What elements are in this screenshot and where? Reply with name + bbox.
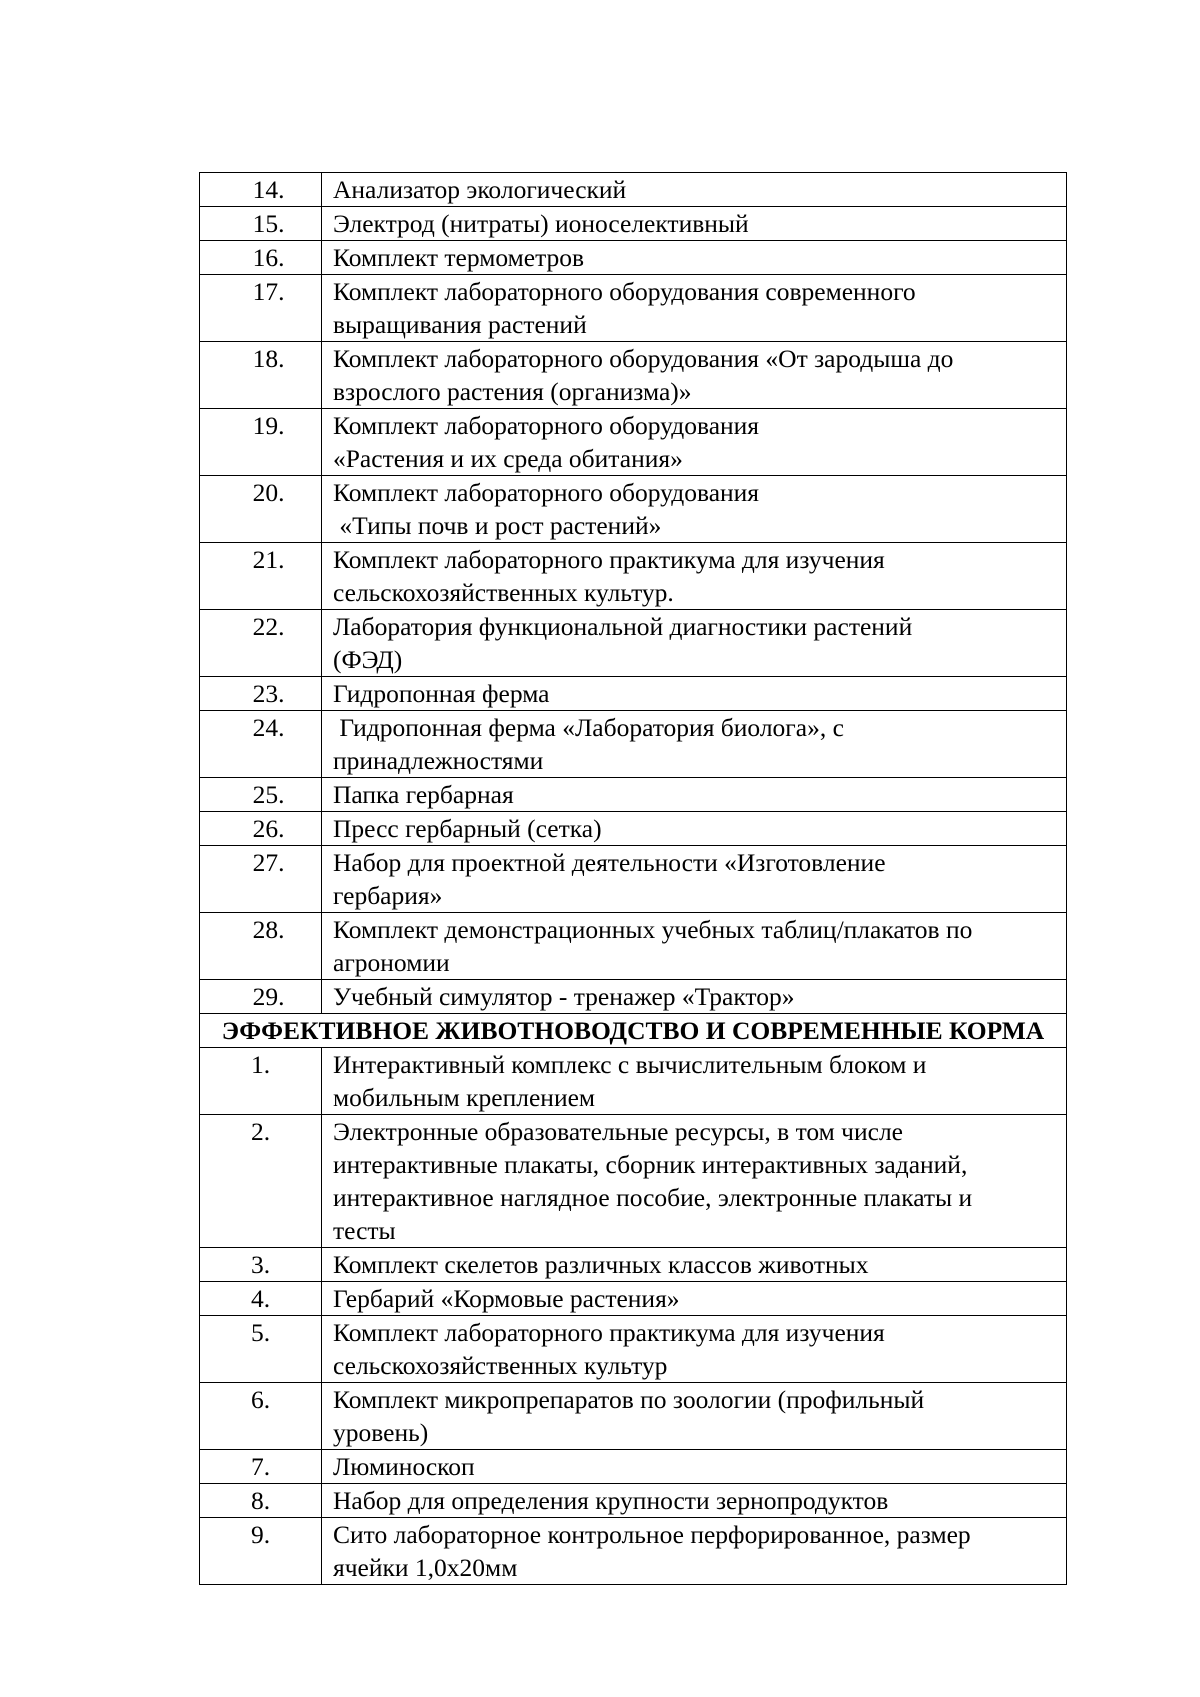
- item-description: Учебный симулятор - тренажер «Трактор»: [322, 980, 1067, 1014]
- item-number-cell: [200, 677, 322, 711]
- item-number-cell: [200, 846, 322, 913]
- item-description: Комплект лабораторного оборудования «От зародыша до взрослого растения (организма)»: [322, 342, 1067, 409]
- item-number-cell: [200, 241, 322, 275]
- table-row: [200, 1248, 1067, 1282]
- item-description: Комплект микропрепаратов по зоологии (профильный уровень): [322, 1383, 1067, 1450]
- item-description: Электрод (нитраты) ионоселективный: [322, 207, 1067, 241]
- item-number: 25.: [252, 780, 285, 809]
- item-number-cell: [200, 1484, 322, 1518]
- item-number: 17.: [252, 277, 285, 306]
- item-number: 16.: [252, 243, 285, 272]
- item-number: 23.: [252, 679, 285, 708]
- item-description: Гербарий «Кормовые растения»: [322, 1282, 1067, 1316]
- item-description: Комплект скелетов различных классов животных: [322, 1248, 1067, 1282]
- item-number: 18.: [252, 344, 285, 373]
- item-description: Папка гербарная: [322, 778, 1067, 812]
- item-number: 6.: [250, 1385, 271, 1414]
- item-number-cell: [200, 476, 322, 543]
- item-number: 26.: [252, 814, 285, 843]
- item-number-cell: [200, 778, 322, 812]
- item-description: Электронные образовательные ресурсы, в том числе интерактивные плакаты, сборник интерактивных заданий, интерактивное наглядное пособие, электронные плакаты и тесты: [322, 1115, 1067, 1248]
- equipment-table: [199, 172, 1067, 1585]
- item-number-cell: [200, 711, 322, 778]
- item-number-cell: [200, 1115, 322, 1248]
- item-number-cell: [200, 543, 322, 610]
- item-number-cell: [200, 1518, 322, 1585]
- item-number: 7.: [250, 1452, 271, 1481]
- item-number-cell: [200, 1450, 322, 1484]
- item-number-cell: [200, 342, 322, 409]
- table-row: [200, 1518, 1067, 1585]
- table-row: [200, 342, 1067, 409]
- item-number-cell: [200, 1282, 322, 1316]
- item-number-cell: [200, 812, 322, 846]
- table-row: [200, 1383, 1067, 1450]
- item-number-cell: [200, 913, 322, 980]
- item-description: Набор для проектной деятельности «Изготовление гербария»: [322, 846, 1067, 913]
- item-description: Комплект лабораторного оборудования «Растения и их среда обитания»: [322, 409, 1067, 476]
- item-number: 8.: [250, 1486, 271, 1515]
- item-description: Комплект лабораторного оборудования «Типы почв и рост растений»: [322, 476, 1067, 543]
- table-row: [200, 846, 1067, 913]
- item-number: 21.: [252, 545, 285, 574]
- table-row: [200, 980, 1067, 1014]
- table-row: [200, 173, 1067, 207]
- table-row: [200, 1048, 1067, 1115]
- item-number: 29.: [252, 982, 285, 1011]
- item-description: Анализатор экологический: [322, 173, 1067, 207]
- table-row: [200, 241, 1067, 275]
- item-number: 3.: [250, 1250, 271, 1279]
- item-description: Гидропонная ферма: [322, 677, 1067, 711]
- item-description: Набор для определения крупности зернопродуктов: [322, 1484, 1067, 1518]
- item-number: 9.: [250, 1520, 271, 1549]
- item-number: 5.: [250, 1318, 271, 1347]
- item-description: Комплект лабораторного практикума для изучения сельскохозяйственных культур: [322, 1316, 1067, 1383]
- item-number-cell: [200, 1248, 322, 1282]
- item-number-cell: [200, 610, 322, 677]
- item-description: Комплект термометров: [322, 241, 1067, 275]
- table-row: [200, 476, 1067, 543]
- table-row: [200, 711, 1067, 778]
- item-description: Комплект лабораторного практикума для изучения сельскохозяйственных культур.: [322, 543, 1067, 610]
- item-number-cell: [200, 980, 322, 1014]
- item-number: 19.: [252, 411, 285, 440]
- table-row: [200, 1115, 1067, 1248]
- table-row: [200, 1484, 1067, 1518]
- item-number-cell: [200, 409, 322, 476]
- table-row: [200, 543, 1067, 610]
- section-heading-row: [200, 1014, 1067, 1048]
- table-row: [200, 1316, 1067, 1383]
- item-number-cell: [200, 275, 322, 342]
- table-row: [200, 778, 1067, 812]
- item-number-cell: [200, 1383, 322, 1450]
- item-number: 28.: [252, 915, 285, 944]
- table-row: [200, 677, 1067, 711]
- item-number: 20.: [252, 478, 285, 507]
- item-number-cell: [200, 1048, 322, 1115]
- item-number-cell: [200, 1316, 322, 1383]
- item-number: 4.: [250, 1284, 271, 1313]
- item-description: Гидропонная ферма «Лаборатория биолога», с принадлежностями: [322, 711, 1067, 778]
- table-row: [200, 207, 1067, 241]
- item-number-cell: [200, 173, 322, 207]
- item-number: 15.: [252, 209, 285, 238]
- table-row: [200, 409, 1067, 476]
- item-description: Интерактивный комплекс с вычислительным блоком и мобильным креплением: [322, 1048, 1067, 1115]
- table-row: [200, 275, 1067, 342]
- item-number: 14.: [252, 175, 285, 204]
- table-row: [200, 1450, 1067, 1484]
- item-description: Комплект лабораторного оборудования современного выращивания растений: [322, 275, 1067, 342]
- item-number: 1.: [250, 1050, 271, 1079]
- item-number: 24.: [252, 713, 285, 742]
- item-description: Сито лабораторное контрольное перфорированное, размер ячейки 1,0х20мм: [322, 1518, 1067, 1585]
- table-row: [200, 1282, 1067, 1316]
- table-row: [200, 913, 1067, 980]
- item-number: 2.: [250, 1117, 271, 1146]
- item-number: 22.: [252, 612, 285, 641]
- item-description: Лаборатория функциональной диагностики растений (ФЭД): [322, 610, 1067, 677]
- table-row: [200, 610, 1067, 677]
- section-heading: ЭФФЕКТИВНОЕ ЖИВОТНОВОДСТВО И СОВРЕМЕННЫЕ КОРМА: [200, 1014, 1067, 1048]
- item-description: Люминоскоп: [322, 1450, 1067, 1484]
- equipment-table-body: [200, 173, 1067, 1585]
- item-number: 27.: [252, 848, 285, 877]
- item-description: Комплект демонстрационных учебных таблиц/плакатов по агрономии: [322, 913, 1067, 980]
- table-row: [200, 812, 1067, 846]
- item-number-cell: [200, 207, 322, 241]
- item-description: Пресс гербарный (сетка): [322, 812, 1067, 846]
